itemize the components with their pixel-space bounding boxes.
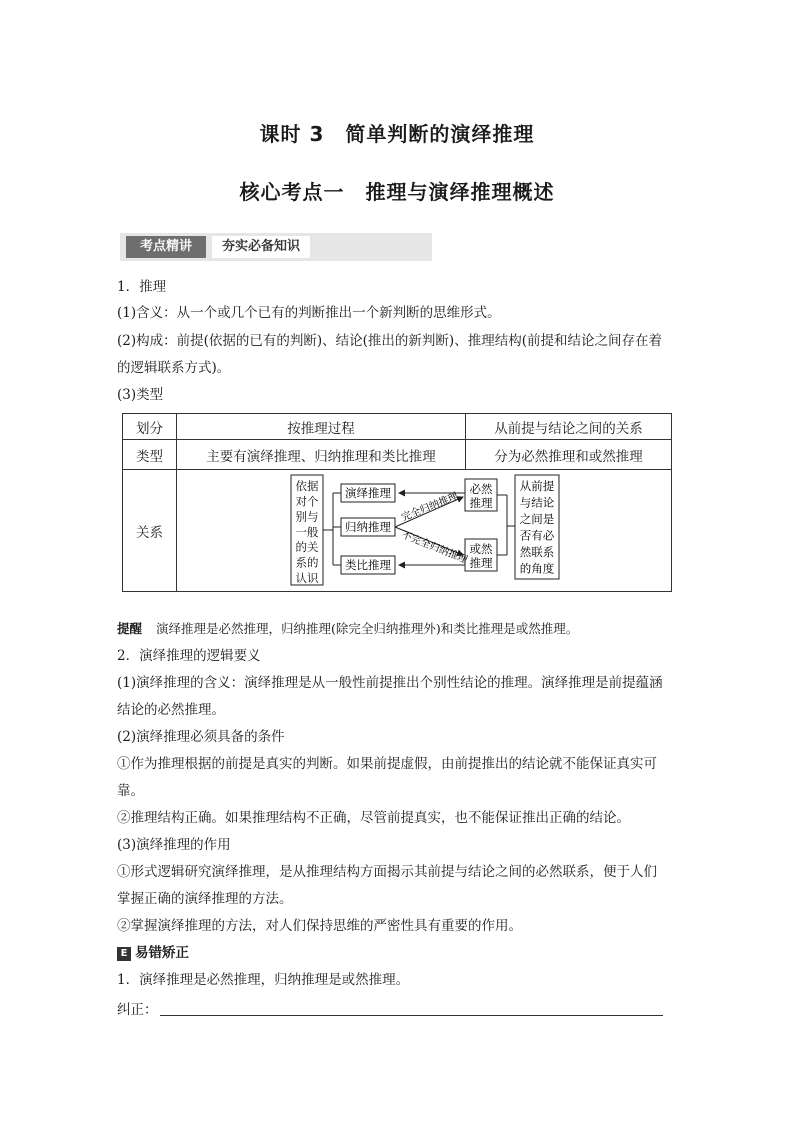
lesson-title: 课时 3 简单判断的演绎推理: [259, 122, 535, 146]
rightText-line: 之间是: [519, 511, 555, 526]
paragraph-condition-1: ①作为推理根据的前提是真实的判断。如果前提虚假，由前提推出的结论就不能保证真实可: [117, 756, 657, 772]
table-header-cell: 按推理过程: [177, 414, 466, 440]
banner-subtitle: 夯实必备知识: [212, 236, 310, 258]
table-cell: 类型: [123, 440, 177, 470]
paragraph-composition: (2)构成：前提(依据的已有的判断)、结论(推出的新判断)、推理结构(前提和结论之间存在着: [117, 333, 662, 349]
heading-inference: 1．推理: [117, 279, 167, 295]
relation-diagram: [177, 471, 671, 591]
correction-label: 纠正：: [117, 1002, 158, 1018]
incomplete-induction-label: 不完全归纳推理: [399, 529, 469, 566]
section-title: 核心考点一 推理与演绎推理概述: [239, 180, 555, 204]
basisText-line: 系的: [295, 555, 319, 569]
table-cell: 分为必然推理和或然推理: [466, 440, 672, 470]
basisText-line: 认识: [295, 570, 319, 585]
rightText-line: 然联系: [519, 544, 555, 559]
probText-line: 推理: [469, 555, 493, 570]
complete-induction-label: 完全归纳推理: [400, 490, 460, 524]
paragraph-composition-cont: 的逻辑联系方式)。: [117, 360, 231, 376]
analogy-label: 类比推理: [345, 557, 391, 572]
rightText-line: 与结论: [519, 495, 555, 509]
paragraph-conditions: (2)演绎推理必须具备的条件: [117, 729, 285, 745]
inductive-label: 归纳推理: [345, 519, 391, 534]
paragraph-deductive-meaning-cont: 结论的必然推理。: [117, 702, 225, 718]
rightText-line: 否有必: [519, 528, 555, 542]
paragraph-deductive-meaning: (1)演绎推理的含义：演绎推理是从一般性前提推出个别性结论的推理。演绎推理是前提蕴涵: [117, 675, 663, 691]
paragraph-types: (3)类型: [117, 387, 164, 403]
probText-line: 或然: [469, 541, 493, 556]
table-cell: 关系: [123, 470, 177, 592]
necText-line: 必然: [469, 481, 493, 496]
rightText-line: 从前提: [519, 478, 555, 493]
error-heading-text: 易错矫正: [135, 945, 189, 961]
paragraph-role-1: ①形式逻辑研究演绎推理，是从推理结构方面揭示其前提与结论之间的必然联系，便于人们: [117, 864, 657, 880]
basisText-line: 对个: [295, 493, 319, 508]
basisText-line: 的关: [295, 539, 319, 554]
paragraph-meaning: (1)含义：从一个或几个已有的判断推出一个新判断的思维形式。: [117, 305, 501, 321]
basisText-line: 别与: [295, 509, 319, 524]
paragraph-role-2: ②掌握演绎推理的方法，对人们保持思维的严密性具有重要的作用。: [117, 918, 522, 934]
table-header-cell: 从前提与结论之间的关系: [466, 414, 672, 440]
basisText-line: 依据: [295, 478, 319, 493]
heading-deductive: 2．演绎推理的逻辑要义: [117, 648, 261, 664]
paragraph-role-1-cont: 掌握正确的演绎推理的方法。: [117, 891, 293, 907]
rightText-line: 的角度: [519, 561, 555, 575]
correction-answer-line[interactable]: [160, 1015, 663, 1016]
error-item-1: 1．演绎推理是必然推理，归纳推理是或然推理。: [117, 972, 410, 988]
relation-diagram-cell: [177, 470, 672, 592]
paragraph-role: (3)演绎推理的作用: [117, 837, 231, 853]
banner-tag: 考点精讲: [126, 236, 206, 258]
tip-label: 提醒: [117, 621, 143, 636]
tip-line: [117, 620, 687, 638]
table-cell: 主要有演绎推理、归纳推理和类比推理: [177, 440, 466, 470]
table-header-cell: 划分: [123, 414, 177, 440]
error-badge-icon: E: [117, 947, 131, 961]
error-heading: [117, 940, 687, 966]
paragraph-condition-1-cont: 靠。: [117, 783, 144, 799]
deductive-label: 演绎推理: [345, 485, 391, 500]
necText-line: 推理: [469, 495, 493, 510]
tip-text: 演绎推理是必然推理，归纳推理(除完全归纳推理外)和类比推理是或然推理。: [156, 621, 579, 636]
basisText-line: 一般: [295, 524, 319, 539]
types-table: [122, 413, 672, 592]
paragraph-condition-2: ②推理结构正确。如果推理结构不正确，尽管前提真实，也不能保证推出正确的结论。: [117, 810, 630, 826]
